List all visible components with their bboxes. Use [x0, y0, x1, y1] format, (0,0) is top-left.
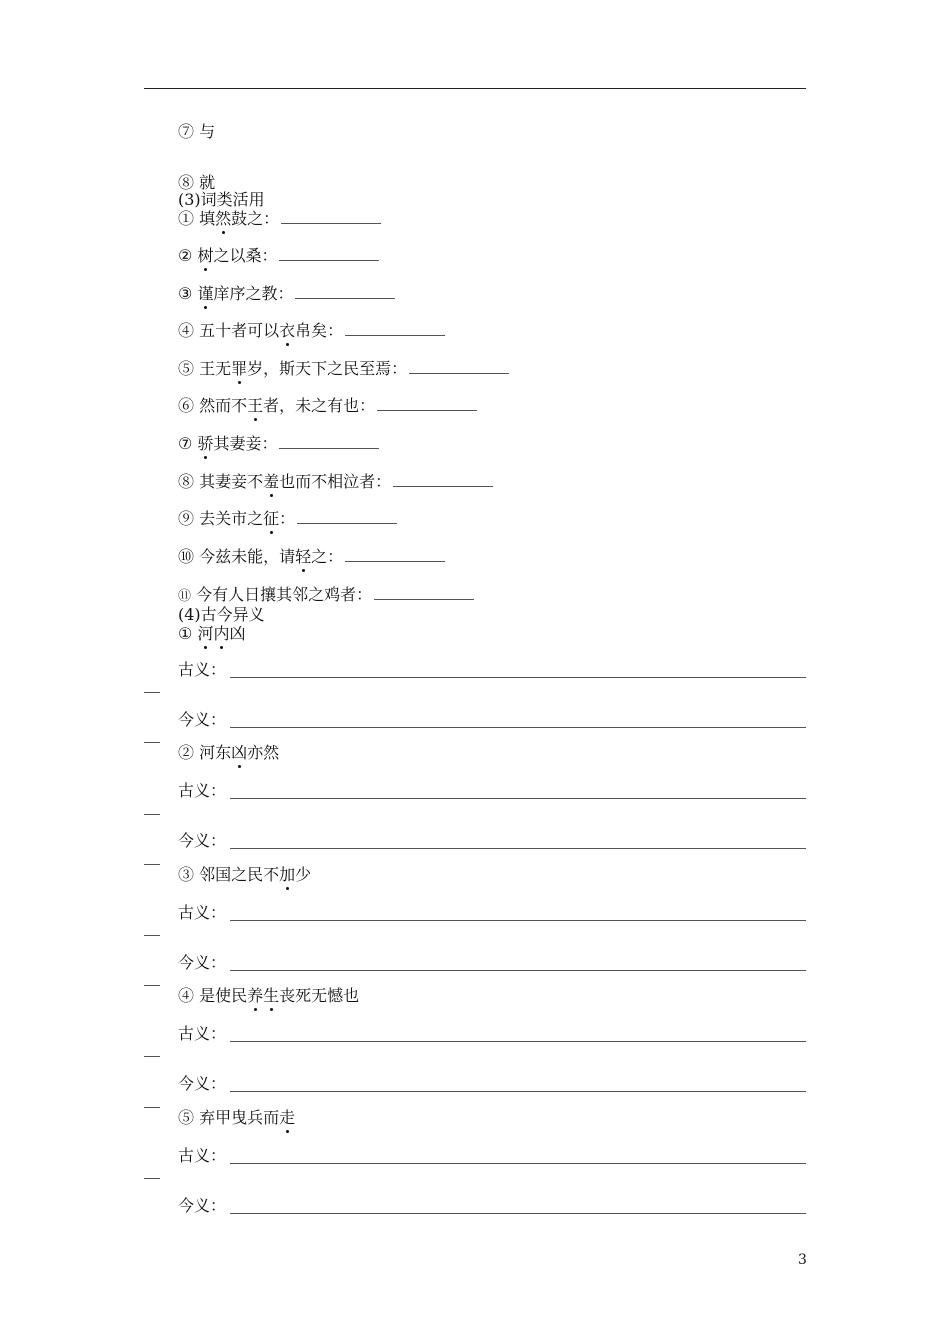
answer-line[interactable] — [230, 1163, 806, 1164]
new-meaning-row: 今义： — [178, 1196, 806, 1216]
s3-item-5: ⑤ 王无罪岁，斯天下之民至焉： — [178, 359, 509, 379]
answer-blank[interactable] — [374, 585, 474, 600]
s3-item-11: ⑪ 今有人日攘其邻之鸡者： — [178, 585, 474, 607]
s4-item-5: ⑤ 弃甲曳兵而走 — [178, 1108, 296, 1127]
s4-item-1: ① 河内凶 — [178, 624, 246, 643]
wrap-dash — [144, 742, 160, 743]
old-meaning-row: 古义： — [178, 903, 806, 923]
old-meaning-row: 古义： — [178, 1024, 806, 1044]
new-meaning-row: 今义： — [178, 710, 806, 730]
wrap-dash — [144, 814, 160, 815]
item-top-8: ⑧ 就 — [178, 173, 216, 192]
s4-item-2: ② 河东凶亦然 — [178, 743, 280, 762]
s3-item-6: ⑥ 然而不王者，未之有也： — [178, 396, 477, 416]
answer-line[interactable] — [230, 848, 806, 849]
s3-item-9: ⑨ 去关市之征： — [178, 509, 397, 529]
old-meaning-row: 古义： — [178, 1146, 806, 1166]
section3-heading: (3)词类活用 — [178, 190, 265, 209]
answer-blank[interactable] — [409, 359, 509, 374]
s4-item-3: ③ 邻国之民不加少 — [178, 865, 312, 884]
answer-blank[interactable] — [393, 472, 493, 487]
old-meaning-row: 古义： — [178, 660, 806, 680]
wrap-dash — [144, 1056, 160, 1057]
answer-blank[interactable] — [297, 509, 397, 524]
new-meaning-row: 今义： — [178, 1074, 806, 1094]
answer-blank[interactable] — [345, 547, 445, 562]
wrap-dash — [144, 864, 160, 865]
s3-item-1: ① 填然鼓之： — [178, 209, 381, 229]
wrap-dash — [144, 1178, 160, 1179]
wrap-dash — [144, 935, 160, 936]
answer-line[interactable] — [230, 970, 806, 971]
section4-heading: (4)古今异义 — [178, 605, 265, 624]
s3-item-2: ② 树之以桑： — [178, 246, 379, 266]
s4-item-4: ④ 是使民养生丧死无憾也 — [178, 986, 360, 1005]
header-rule — [144, 88, 806, 89]
answer-blank[interactable] — [345, 321, 445, 336]
wrap-dash — [144, 985, 160, 986]
old-meaning-row: 古义： — [178, 781, 806, 801]
answer-line[interactable] — [230, 727, 806, 728]
page-number: 3 — [798, 1252, 807, 1268]
answer-line[interactable] — [230, 1091, 806, 1092]
answer-blank[interactable] — [279, 434, 379, 449]
s3-item-8: ⑧ 其妻妾不羞也而不相泣者： — [178, 472, 493, 492]
answer-line[interactable] — [230, 920, 806, 921]
answer-line[interactable] — [230, 798, 806, 799]
answer-blank[interactable] — [281, 209, 381, 224]
s3-item-10: ⑩ 今兹未能，请轻之： — [178, 547, 445, 567]
answer-blank[interactable] — [279, 246, 379, 261]
new-meaning-row: 今义： — [178, 953, 806, 973]
s3-item-3: ③ 谨庠序之教： — [178, 284, 395, 304]
answer-blank[interactable] — [377, 396, 477, 411]
answer-blank[interactable] — [295, 284, 395, 299]
item-top-7: ⑦ 与 — [178, 122, 216, 141]
s3-item-4: ④ 五十者可以衣帛矣： — [178, 321, 445, 341]
s3-item-7: ⑦ 骄其妻妾： — [178, 434, 379, 454]
answer-line[interactable] — [230, 1041, 806, 1042]
answer-line[interactable] — [230, 677, 806, 678]
answer-line[interactable] — [230, 1213, 806, 1214]
wrap-dash — [144, 692, 160, 693]
wrap-dash — [144, 1107, 160, 1108]
new-meaning-row: 今义： — [178, 831, 806, 851]
